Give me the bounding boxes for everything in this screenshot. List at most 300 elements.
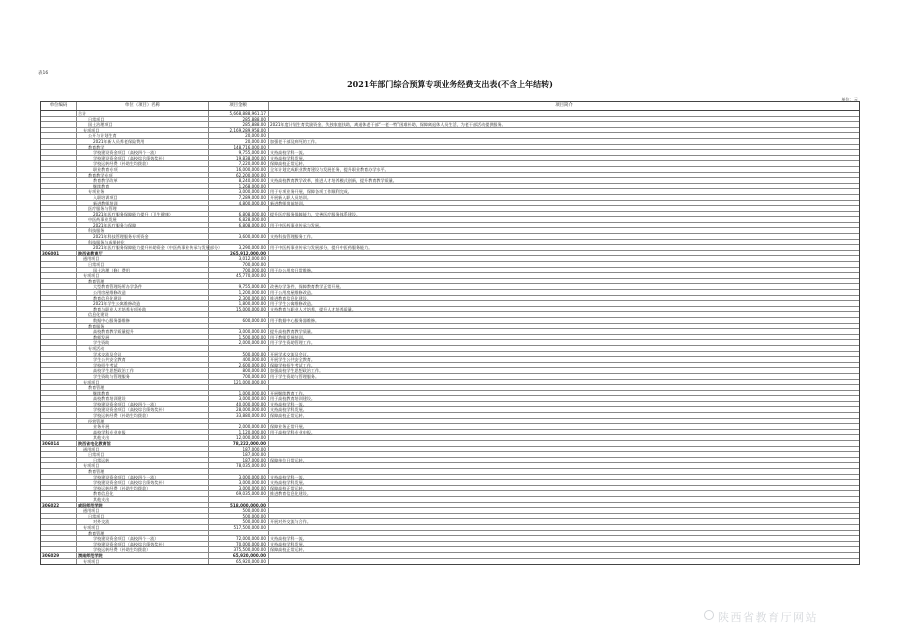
cell-amount: 700,000.00 [209, 262, 269, 267]
cell-amount: 2,169,289,958.00 [209, 128, 269, 133]
cell-item-name: 其他支出 [77, 497, 209, 502]
cell-item-name: 大型教育管理场所办学条件 [77, 284, 209, 289]
cell-description: 用于学生公寓维修改造。 [270, 301, 316, 307]
cell-description: 保障高校正常运转。 [270, 413, 307, 419]
cell-unit-code [41, 173, 77, 178]
cell-unit-code [41, 268, 77, 273]
cell-amount: 3,000,000.00 [209, 475, 269, 480]
cell-amount: 65,920,000.00 [209, 559, 269, 565]
cell-description [269, 380, 859, 385]
budget-table [40, 101, 860, 565]
cell-item-name: 教育管理 [77, 531, 209, 536]
cell-unit-code [41, 128, 77, 133]
cell-amount [209, 497, 269, 502]
cell-unit-code: 306029 [41, 553, 77, 558]
cell-description: 支持高校学科一流。 [270, 401, 307, 407]
cell-amount [209, 419, 269, 424]
cell-description: 加强高校学生思想政治工作。 [270, 368, 324, 374]
cell-amount [209, 324, 269, 329]
cell-description: 用于学生资助管理工作。 [270, 340, 316, 346]
cell-amount: 65,920,000.00 [209, 553, 269, 558]
cell-item-name: 通用项目 [77, 508, 209, 513]
cell-item-name: 公用房屋维修改造 [77, 290, 209, 295]
cell-item-name: 2021年医疗服务保障能力提升补助资金（中医药事业传承与发展部分） [77, 245, 209, 250]
cell-item-name: 专项项目 [77, 559, 209, 565]
cell-item-name: 教师发展 [77, 335, 209, 340]
cell-item-name: 日常项目 [77, 117, 209, 122]
cell-amount: 3,000,000.00 [209, 189, 269, 194]
cell-description [269, 525, 859, 530]
cell-description: 保障学校招生考试工作。 [270, 362, 316, 368]
cell-unit-code [41, 312, 77, 317]
cell-unit-code [41, 206, 77, 211]
cell-description [269, 419, 859, 424]
cell-item-name: 专项项目 [77, 273, 209, 278]
cell-amount: 3,012,000.00 [209, 256, 269, 261]
cell-item-name: 教育教学改革 [77, 178, 209, 183]
cell-description: 支持科技管理服务工作。 [270, 234, 316, 240]
cell-unit-code [41, 368, 77, 373]
cell-item-name: 中医药事业发展 [77, 217, 209, 222]
table-header-row [41, 102, 859, 111]
cell-amount: 62,200,000.00 [209, 173, 269, 178]
cell-unit-code [41, 424, 77, 429]
cell-amount: 69,035,000.00 [209, 491, 269, 496]
cell-item-name: 通用项目 [77, 447, 209, 452]
cell-description: 开展学生公共安全教育。 [270, 357, 316, 363]
cell-description [269, 447, 859, 452]
cell-description: 新进教师岗前培训。 [270, 200, 307, 206]
cell-description: 保障高校正常运转。 [270, 547, 307, 553]
cell-item-name: 教育教学专项 [77, 173, 209, 178]
cell-description: 保障高校正常运转。 [270, 485, 307, 491]
cell-unit-code [41, 301, 77, 306]
cell-unit-code [41, 480, 77, 485]
cell-description: 支持高校学科发展。 [270, 407, 307, 413]
cell-amount: 700,000.00 [209, 268, 269, 273]
cell-unit-code [41, 475, 77, 480]
cell-description: 推进教育信息化建设。 [270, 295, 311, 301]
cell-amount [209, 206, 269, 211]
cell-description: 支持高校学科一流。 [270, 536, 307, 542]
cell-unit-code [41, 363, 77, 368]
cell-unit-code [41, 519, 77, 524]
cell-description: 2021年度计划生育奖励资金，失独家庭扶助，离退休老干部“一老一特”困难补助，保障离退休人员生活，为老干部活动提供服务。 [270, 122, 506, 128]
cell-amount [209, 531, 269, 536]
cell-item-name: 科技服务与成果转化 [77, 240, 209, 245]
cell-amount: 2,000,000.00 [209, 340, 269, 345]
cell-amount: 500,000.00 [209, 352, 269, 357]
cell-item-name: 专项活动 [77, 346, 209, 351]
cell-amount: 45,770,000.00 [209, 273, 269, 278]
cell-unit-code [41, 117, 77, 122]
cell-description [269, 385, 859, 390]
cell-unit-code [41, 234, 77, 239]
column-header-code: 单位编码 [41, 102, 77, 110]
cell-amount: 28,000,000.00 [209, 407, 269, 412]
cell-description: 用于中医药事业传承与发展。 [270, 222, 324, 228]
cell-description: 支持高校学科发展。 [270, 541, 307, 547]
cell-amount: 375,500,000.00 [209, 547, 269, 552]
cell-unit-code [41, 430, 77, 435]
cell-item-name: 学生资助与管理服务 [77, 374, 209, 379]
cell-unit-code [41, 290, 77, 295]
cell-description: 用于高校教育培训建设。 [270, 396, 316, 402]
cell-amount [209, 240, 269, 245]
cell-item-name: 教育管理 [77, 469, 209, 474]
cell-item-name: 日常项目 [77, 262, 209, 267]
cell-item-name: 高校教育教学质量提升 [77, 329, 209, 334]
cell-item-name: 教育信息化建设 [77, 296, 209, 301]
cell-amount: 2,600,000.00 [209, 363, 269, 368]
cell-item-name: 学术交流及会议 [77, 352, 209, 357]
column-header-description: 项目简介 [555, 103, 573, 108]
cell-item-name: 高校学生思想政治工作 [77, 368, 209, 373]
cell-item-name: 国土治理（修）费用 [77, 268, 209, 273]
cell-unit-code [41, 307, 77, 312]
cell-amount: 70,000,000.00 [209, 542, 269, 547]
cell-item-name: 专项项目 [77, 525, 209, 530]
cell-item-name: 学校建设资金项目（高校四个一流） [77, 536, 209, 541]
cell-unit-code [41, 161, 77, 166]
cell-description: 改善办学条件，保障教育教学正常开展。 [270, 284, 344, 290]
cell-amount: 20,000.00 [209, 133, 269, 138]
cell-unit-code: 306014 [41, 441, 77, 446]
cell-unit-code [41, 357, 77, 362]
watermark: 陕西省教育厅网站 [718, 611, 818, 624]
cell-description [269, 273, 859, 278]
cell-description: 用于学生资助与管理服务。 [270, 373, 320, 379]
cell-unit-code [41, 419, 77, 424]
cell-item-name: 学校建设资金项目（高校四个一流） [77, 150, 209, 155]
cell-description: 提升医疗服务保障能力，完善医疗服务体系建设。 [270, 211, 361, 217]
cell-amount: 33,880,000.00 [209, 413, 269, 418]
cell-description [269, 251, 859, 256]
cell-item-name: 2021年学生公寓维修改造 [77, 301, 209, 306]
cell-unit-code [41, 296, 77, 301]
cell-unit-code [41, 402, 77, 407]
cell-amount: 518,000,000.00 [209, 503, 269, 508]
cell-description: 保障业务正常开展。 [270, 424, 307, 430]
cell-item-name: 继续教育 [77, 184, 209, 189]
cell-amount: 6,808,000.00 [209, 223, 269, 228]
cell-description: 支持高校教育教学改革，推进人才培养模式创新，提升教育教学质量。 [270, 178, 397, 184]
cell-item-name: 教育服务 [77, 324, 209, 329]
cell-description [269, 469, 859, 474]
cell-description [269, 559, 859, 565]
cell-unit-code [41, 240, 77, 245]
cell-description: 支持高校学科一流。 [270, 150, 307, 156]
cell-item-name: 日常运转 [77, 458, 209, 463]
column-header-name: 单位（项目）名称 [77, 102, 209, 110]
cell-item-name: 职业教育专项 [77, 167, 209, 172]
cell-amount: 7,220,000.00 [209, 161, 269, 166]
cell-description: 用于高校学科专业申报。 [270, 429, 316, 435]
cell-amount [209, 385, 269, 390]
cell-amount: 265,912,000.00 [209, 251, 269, 256]
cell-item-name: 其他支出 [77, 435, 209, 440]
cell-unit-code [41, 223, 77, 228]
cell-amount: 2,300,000.00 [209, 296, 269, 301]
cell-description [269, 206, 859, 211]
cell-item-name: 学校运转经费（补助生均拨款） [77, 161, 209, 166]
cell-unit-code [41, 536, 77, 541]
cell-item-name: 科技服务 [77, 228, 209, 233]
cell-amount: 78,222,000.00 [209, 441, 269, 446]
cell-amount: 1,000,000.00 [209, 391, 269, 396]
cell-description [269, 463, 859, 468]
cell-description [269, 497, 859, 502]
cell-description [269, 173, 859, 178]
cell-unit-code [41, 145, 77, 150]
cell-item-name: 学生资助 [77, 340, 209, 345]
cell-item-name: 学校建设资金项目（高校综合绩效奖补） [77, 407, 209, 412]
cell-item-name: 日常项目 [77, 452, 209, 457]
cell-description [269, 531, 859, 536]
cell-item-name: 学校建设资金项目（高校综合绩效奖补） [77, 156, 209, 161]
cell-description: 开展新入职人员培训。 [270, 194, 311, 200]
cell-item-name: 对外交流 [77, 519, 209, 524]
cell-description: 支持高校学科发展。 [270, 155, 307, 161]
cell-unit-code [41, 324, 77, 329]
cell-unit-code [41, 469, 77, 474]
cell-amount: 40,000,000.00 [209, 402, 269, 407]
cell-amount: 9,755,000.00 [209, 150, 269, 155]
cell-item-name: 学校运转经费（补助生均拨款） [77, 486, 209, 491]
cell-unit-code [41, 486, 77, 491]
cell-amount [209, 312, 269, 317]
cell-unit-code [41, 525, 77, 530]
cell-description: 保障高校正常运转。 [270, 161, 307, 167]
cell-description: 开展学术交流及会议。 [270, 351, 311, 357]
cell-unit-code [41, 318, 77, 323]
cell-unit-code [41, 352, 77, 357]
cell-unit-code [41, 559, 77, 565]
cell-unit-code [41, 284, 77, 289]
cell-amount: 7,289,000.00 [209, 195, 269, 200]
watermark-logo-icon [704, 610, 714, 620]
cell-item-name: 入职培训项目 [77, 195, 209, 200]
cell-item-name: 教育与职业人才培养专项补助 [77, 307, 209, 312]
cell-unit-code [41, 279, 77, 284]
cell-unit-code [41, 139, 77, 144]
cell-unit-code [41, 156, 77, 161]
cell-description [269, 240, 859, 245]
cell-amount: 5,668,888,961.17 [209, 111, 269, 116]
cell-item-name: 高校教育培训建设 [77, 396, 209, 401]
cell-amount: 187,000.00 [209, 447, 269, 452]
cell-item-name: 学校运转经费（补助生均拨款） [77, 413, 209, 418]
cell-item-name: 新进教师培训 [77, 201, 209, 206]
cell-amount: 3,000,000.00 [209, 486, 269, 491]
cell-amount: 3,000,000.00 [209, 480, 269, 485]
cell-amount: 2,000,000.00 [209, 424, 269, 429]
cell-amount [209, 279, 269, 284]
cell-unit-code [41, 195, 77, 200]
cell-item-name: 高校学科专业申报 [77, 430, 209, 435]
cell-description: 支持高校学科一流。 [270, 474, 307, 480]
cell-amount: 600,000.00 [209, 318, 269, 323]
cell-amount: 1,800,000.00 [209, 301, 269, 306]
cell-description: 用于中医药事业传承与发展部分，提升中医药服务能力。 [270, 245, 373, 251]
cell-item-name: 2021年科技管理服务专项资金 [77, 234, 209, 239]
cell-description [269, 346, 859, 351]
cell-description [269, 145, 859, 150]
cell-unit-code [41, 122, 77, 127]
cell-item-name: 专项项目 [77, 380, 209, 385]
table-row [41, 559, 859, 565]
cell-item-name: 学生公共安全教育 [77, 357, 209, 362]
cell-unit-code [41, 335, 77, 340]
cell-amount: 121,000,000.00 [209, 380, 269, 385]
cell-amount: 8,240,000.00 [209, 178, 269, 183]
cell-unit-code [41, 447, 77, 452]
unit-note: 单位：元 [841, 97, 858, 102]
cell-item-name: 公开与计划生育 [77, 133, 209, 138]
column-header-amount: 项目金额 [209, 102, 269, 110]
cell-unit-code [41, 189, 77, 194]
cell-description [269, 217, 859, 222]
cell-amount: 9,755,000.00 [209, 284, 269, 289]
cell-unit-code: 306001 [41, 251, 77, 256]
cell-item-name: 教育教学 [77, 145, 209, 150]
cell-description: 加强老干部及病死的工作。 [270, 138, 320, 144]
cell-description: 推进教育信息化建设。 [270, 491, 311, 497]
cell-description: 全年计划完成职业教育建设与发展任务，提升职业教育办学水平。 [270, 166, 389, 172]
cell-item-name: 陕西省教育厅 [77, 251, 209, 256]
cell-item-name: 业务开展 [77, 424, 209, 429]
cell-unit-code [41, 201, 77, 206]
cell-item-name: 数据中心服务器维修 [77, 318, 209, 323]
cell-amount: 1,268,000.00 [209, 184, 269, 189]
cell-amount: 20,000.00 [209, 139, 269, 144]
cell-unit-code [41, 245, 77, 250]
cell-amount: 72,000,000.00 [209, 536, 269, 541]
cell-description [269, 262, 859, 267]
cell-description: 支持高校学科发展。 [270, 480, 307, 486]
cell-amount: 78,035,000.00 [209, 463, 269, 468]
cell-unit-code: 306022 [41, 503, 77, 508]
cell-amount [209, 346, 269, 351]
cell-amount [209, 469, 269, 474]
cell-unit-code [41, 133, 77, 138]
cell-amount: 3,000,000.00 [209, 396, 269, 401]
table-number: 表16 [38, 71, 49, 76]
cell-unit-code [41, 111, 77, 116]
cell-unit-code [41, 150, 77, 155]
cell-amount: 1,200,000.00 [209, 290, 269, 295]
cell-unit-code [41, 452, 77, 457]
cell-description [269, 228, 859, 233]
cell-item-name: 合计 [77, 111, 209, 116]
cell-amount: 285,888.00 [209, 117, 269, 122]
cell-description [269, 279, 859, 284]
cell-amount [209, 228, 269, 233]
cell-description: 开展对外交流与合作。 [270, 519, 311, 525]
cell-description: 开展继续教育工作。 [270, 390, 307, 396]
cell-unit-code [41, 184, 77, 189]
cell-description [269, 441, 859, 446]
cell-unit-code [41, 178, 77, 183]
cell-item-name: 专项项目 [77, 463, 209, 468]
cell-amount: 800,000.00 [209, 368, 269, 373]
cell-unit-code [41, 346, 77, 351]
cell-item-name: 咸阳师范学院 [77, 503, 209, 508]
cell-unit-code [41, 329, 77, 334]
cell-unit-code [41, 463, 77, 468]
cell-unit-code [41, 374, 77, 379]
cell-amount: 4,800,000.00 [209, 201, 269, 206]
cell-item-name: 渭南师范学院 [77, 553, 209, 558]
cell-item-name: 专项业务 [77, 189, 209, 194]
cell-item-name: 2021年医疗服务与保障 [77, 223, 209, 228]
cell-unit-code [41, 217, 77, 222]
cell-description [269, 514, 859, 519]
cell-item-name: 2021年新人员养老保险费用 [77, 139, 209, 144]
cell-unit-code [41, 542, 77, 547]
cell-description: 用于教师发展培训。 [270, 334, 307, 340]
cell-item-name: 学校招生考试 [77, 363, 209, 368]
cell-amount: 187,000.00 [209, 452, 269, 457]
cell-item-name: 经营管理 [77, 419, 209, 424]
cell-unit-code [41, 340, 77, 345]
cell-description [269, 452, 859, 457]
cell-amount: 500,000.00 [209, 519, 269, 524]
cell-item-name: 教育管理 [77, 385, 209, 390]
cell-item-name: 学校建设资金项目（高校四个一流） [77, 402, 209, 407]
cell-amount: 19,838,000.00 [209, 156, 269, 161]
cell-description [269, 184, 859, 189]
cell-amount: 500,000.00 [209, 514, 269, 519]
cell-item-name: 学校建设资金项目（高校综合绩效奖补） [77, 542, 209, 547]
cell-unit-code [41, 508, 77, 513]
cell-unit-code [41, 413, 77, 418]
cell-unit-code [41, 407, 77, 412]
cell-description [269, 256, 859, 261]
cell-unit-code [41, 273, 77, 278]
cell-item-name: 国土治理项目 [77, 122, 209, 127]
cell-unit-code [41, 385, 77, 390]
cell-description: 用于专项业务开展，保障各项工作顺利完成。 [270, 189, 352, 195]
cell-description [269, 503, 859, 508]
cell-item-name: 医疗服务与管理 [77, 206, 209, 211]
cell-unit-code [41, 391, 77, 396]
cell-item-name: 学校建设资金项目（高校综合绩效奖补） [77, 480, 209, 485]
cell-item-name: 日常项目 [77, 514, 209, 519]
cell-unit-code [41, 514, 77, 519]
document-title: 2021年部门综合预算专项业务经费支出表(不含上年结转) [347, 79, 553, 89]
cell-amount: 15,000,000.00 [209, 307, 269, 312]
cell-amount: 148,716,000.00 [209, 145, 269, 150]
cell-unit-code [41, 497, 77, 502]
cell-amount: 187,000.00 [209, 458, 269, 463]
cell-amount: 3,000,000.00 [209, 329, 269, 334]
cell-unit-code [41, 396, 77, 401]
cell-amount: 517,500,000.00 [209, 525, 269, 530]
cell-unit-code [41, 228, 77, 233]
cell-description: 用于公用房屋维修改造。 [270, 290, 316, 295]
cell-item-name: 陕西省电化教育馆 [77, 441, 209, 446]
cell-unit-code [41, 167, 77, 172]
cell-amount: 3,290,000.00 [209, 245, 269, 250]
cell-description: 支持教育与职业人才培养，提升人才培养质量。 [270, 306, 356, 312]
cell-unit-code [41, 547, 77, 552]
cell-amount: 1,500,000.00 [209, 335, 269, 340]
cell-amount: 3,600,000.00 [209, 234, 269, 239]
cell-unit-code [41, 380, 77, 385]
cell-description [269, 324, 859, 329]
cell-description [269, 553, 859, 558]
